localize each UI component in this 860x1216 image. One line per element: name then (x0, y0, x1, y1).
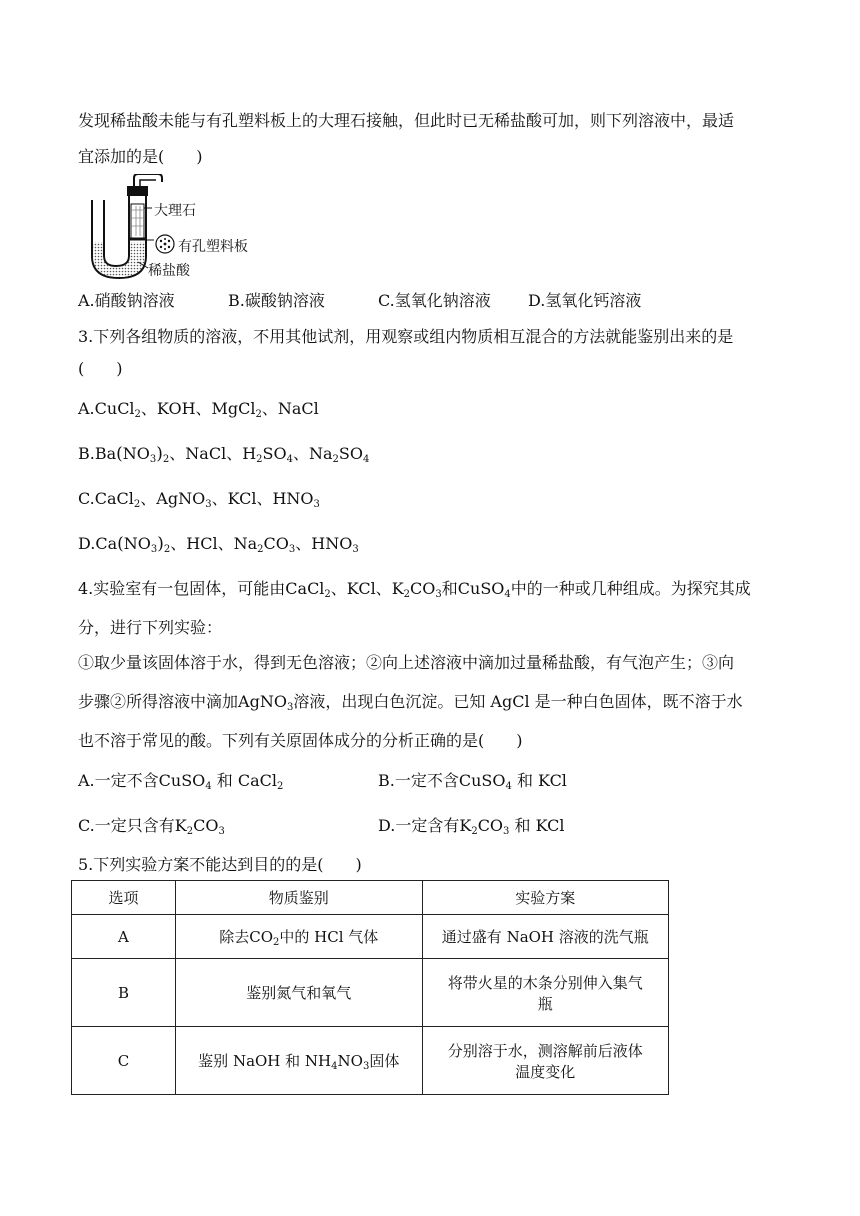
row-a-item: 除去$CO_2$中的 HCl 气体 (175, 915, 422, 959)
row-c-item: 鉴别 NaOH 和 $NH_4NO_3$固体 (175, 1027, 422, 1095)
table-row (72, 959, 669, 1027)
header-option: 选项 (72, 881, 176, 915)
table-row (72, 1027, 669, 1095)
label-marble: 大理石 (154, 203, 196, 219)
q2-option-b: B.碳酸钠溶液 (228, 291, 325, 310)
header-plan: 实验方案 (422, 881, 668, 915)
q3-stem-line1: 3.下列各组物质的溶液，不用其他试剂，用观察或组内物质相互混合的方法就能鉴别出来的是 (78, 327, 734, 346)
q3-stem-line2: ( ) (78, 359, 123, 378)
label-perforated-plate: 有孔塑料板 (178, 239, 248, 255)
q2-option-a: A.硝酸钠溶液 (78, 291, 175, 310)
q4-stem-line1: 4.实验室有一包固体，可能由CaCl$_2$、KCl、$K_2CO_3$和CuSO$_4$中的一种或几种组成。为探究其成 (78, 579, 751, 600)
q3-option-a: A.CuCl$_2$、KOH、MgCl$_2$、NaCl (78, 399, 319, 420)
q4-stem-line4: 步骤②所得溶液中滴加AgNO$_3$溶液，出现白色沉淀。已知 AgCl 是一种白色固体，既不溶于水 (78, 692, 743, 713)
q4-stem-line5: 也不溶于常见的酸。下列有关原固体成分的分析正确的是( ) (78, 731, 523, 750)
row-a-option: A (72, 915, 176, 959)
q3-option-d: $D.Ca(NO_3)_2$、HCl、$Na_2CO_3$、$HNO_3$ (78, 534, 359, 555)
q3-option-b: $B.Ba(NO_3)_2$、NaCl、$H_2SO_4$、$Na_2SO_4$ (78, 444, 370, 465)
row-a-plan: 通过盛有 NaOH 溶液的洗气瓶 (422, 915, 668, 959)
row-c-option: C (72, 1027, 176, 1095)
q2-text-line2: 宜添加的是( ) (78, 147, 203, 166)
q4-stem-line2: 分，进行下列实验： (78, 618, 223, 637)
q4-stem-line3: ①取少量该固体溶于水，得到无色溶液；②向上述溶液中滴加过量稀盐酸，有气泡产生；③向 (78, 653, 735, 672)
u-tube-apparatus-figure (88, 174, 278, 284)
row-b-option: B (72, 959, 176, 1027)
row-b-item: 鉴别氮气和氧气 (175, 959, 422, 1027)
q4-option-b: B.一定不含CuSO$_4$ 和 KCl (378, 771, 567, 792)
q2-text-line1: 发现稀盐酸未能与有孔塑料板上的大理石接触，但此时已无稀盐酸可加，则下列溶液中，最适 (78, 111, 735, 130)
q4-option-c: C.一定只含有$K_2CO_3$ (78, 816, 225, 837)
q5-stem: 5.下列实验方案不能达到目的的是( ) (78, 855, 362, 874)
experiment-table (71, 880, 669, 1095)
row-b-plan: 将带火星的木条分别伸入集气 瓶 (422, 959, 668, 1027)
table-row (72, 915, 669, 959)
q2-option-d: D.氢氧化钙溶液 (528, 291, 642, 310)
q4-option-a: A.一定不含CuSO$_4$ 和 CaCl$_2$ (78, 771, 284, 792)
q3-option-c: C.CaCl$_2$、AgNO$_3$、KCl、$HNO_3$ (78, 489, 320, 510)
label-dilute-hcl: 稀盐酸 (148, 263, 190, 279)
q2-option-c: C.氢氧化钠溶液 (378, 291, 491, 310)
table-header-row (72, 881, 669, 915)
q4-option-d: D.一定含有$K_2CO_3$ 和 KCl (378, 816, 565, 837)
row-c-plan: 分别溶于水，测溶解前后液体 温度变化 (422, 1027, 668, 1095)
header-substance: 物质鉴别 (175, 881, 422, 915)
